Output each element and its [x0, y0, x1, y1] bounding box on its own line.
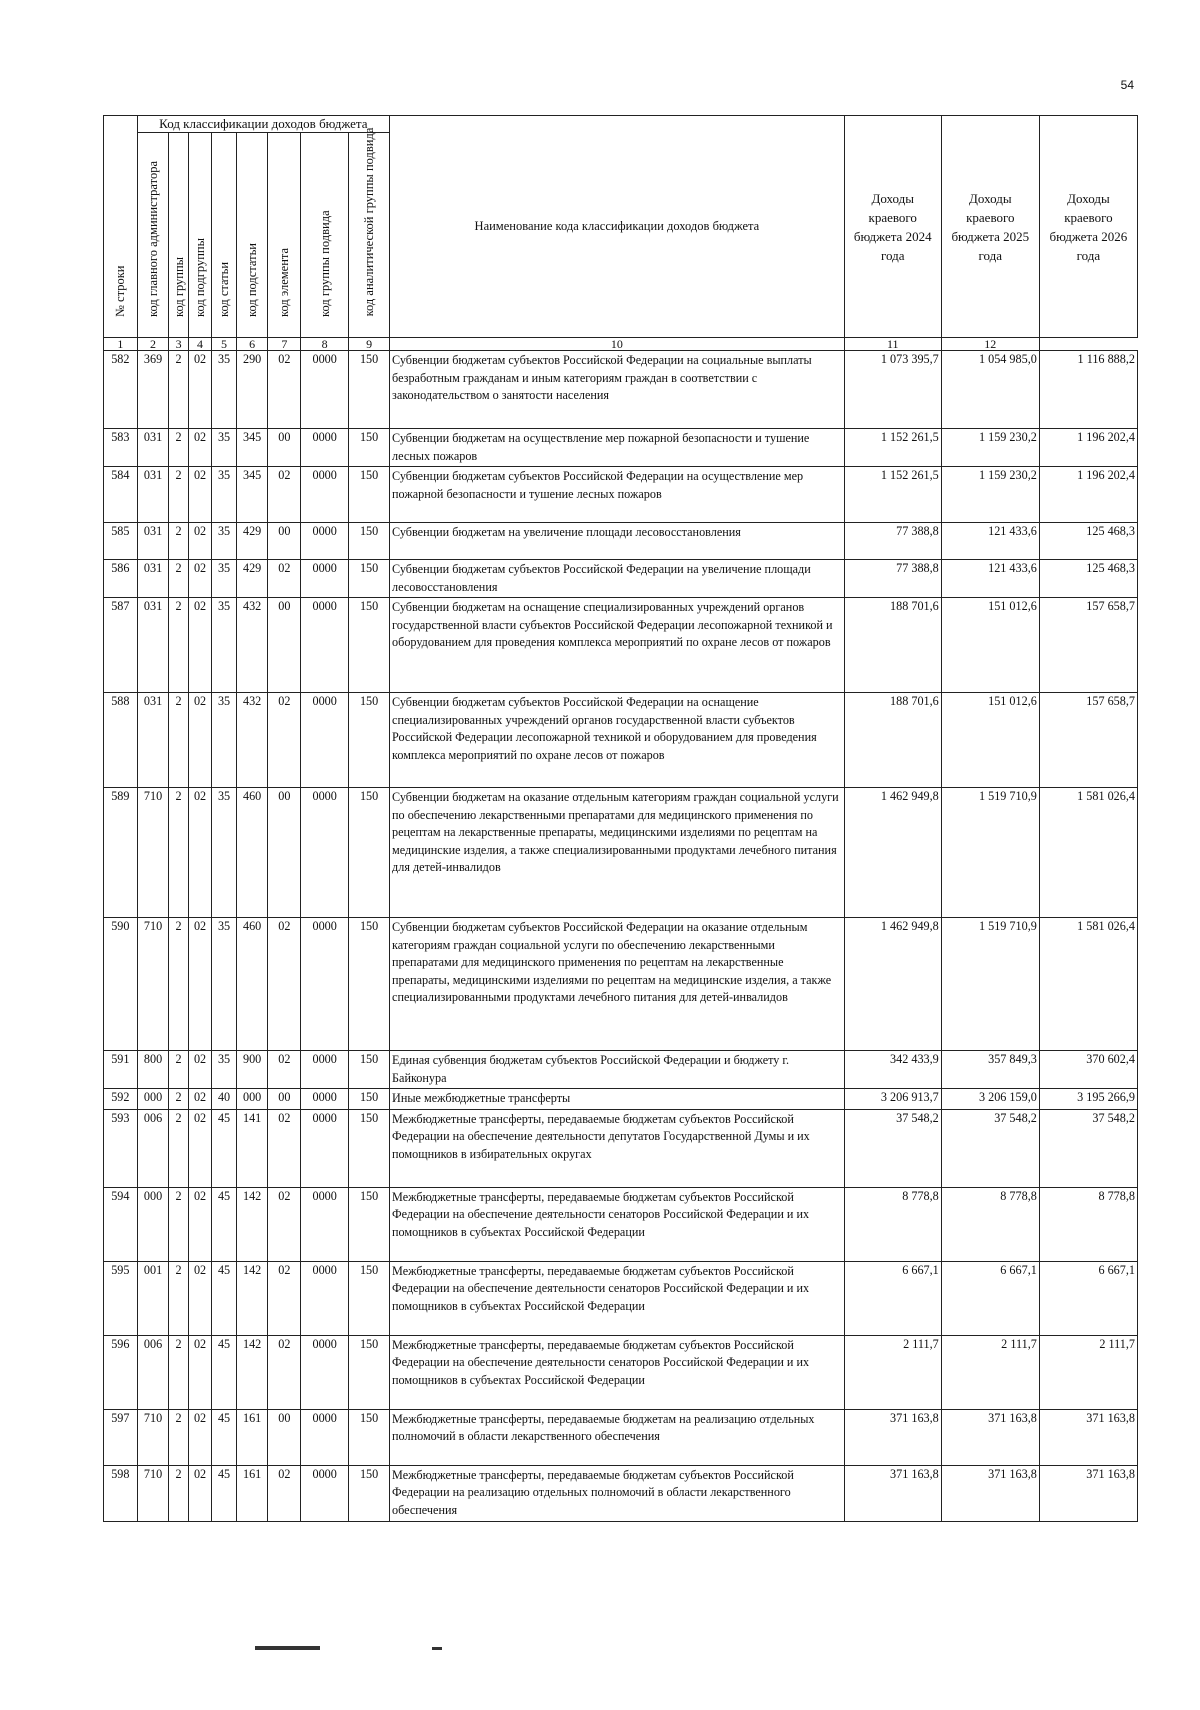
income-2025: 1 054 985,0: [941, 351, 1039, 429]
code-element: 02: [268, 1051, 301, 1089]
header-row-number: № строки: [104, 116, 138, 338]
code-analytic-group: 150: [349, 693, 390, 788]
code-subtype-group: 0000: [301, 1409, 349, 1465]
code-subarticle: 432: [236, 693, 268, 788]
column-number: 8: [301, 338, 349, 351]
row-number: 583: [104, 429, 138, 467]
income-name: Субвенции бюджетам на осуществление мер пожарной безопасности и тушение лесных пожаров: [390, 429, 845, 467]
column-number: 5: [212, 338, 237, 351]
code-analytic-group: 150: [349, 560, 390, 598]
code-administrator: 000: [137, 1187, 169, 1261]
income-name: Межбюджетные трансферты, передаваемые бюджетам субъектов Российской Федерации на реализацию отдельных полномочий в области лекарственного обеспечения: [390, 1465, 845, 1521]
column-number: 1: [104, 338, 138, 351]
scan-mark: [432, 1647, 442, 1650]
code-analytic-group: 150: [349, 1335, 390, 1409]
income-name: Субвенции бюджетам субъектов Российской Федерации на социальные выплаты безработным гражданам и иным категориям граждан в соответствии с законодательством о занятости населения: [390, 351, 845, 429]
income-2024: 3 206 913,7: [844, 1089, 941, 1110]
code-administrator: 006: [137, 1335, 169, 1409]
code-article: 35: [212, 788, 237, 918]
code-administrator: 031: [137, 429, 169, 467]
code-subarticle: 000: [236, 1089, 268, 1110]
income-2024: 77 388,8: [844, 523, 941, 560]
income-2026: 1 581 026,4: [1039, 918, 1137, 1051]
income-name: Межбюджетные трансферты, передаваемые бюджетам субъектов Российской Федерации на обеспечение деятельности сенаторов Российской Федерации и их помощников в субъектах Российской Федерации: [390, 1187, 845, 1261]
code-group: 2: [169, 560, 188, 598]
code-subgroup: 02: [188, 351, 212, 429]
income-2024: 371 163,8: [844, 1465, 941, 1521]
header-code-group: код группы: [169, 133, 188, 338]
income-2025: 2 111,7: [941, 1335, 1039, 1409]
code-subarticle: 141: [236, 1109, 268, 1187]
row-number: 589: [104, 788, 138, 918]
code-administrator: 710: [137, 1465, 169, 1521]
code-element: 00: [268, 1089, 301, 1110]
header-code-administrator: код главного администратора: [137, 133, 169, 338]
code-element: 02: [268, 693, 301, 788]
column-number: 7: [268, 338, 301, 351]
income-name: Межбюджетные трансферты, передаваемые бюджетам субъектов Российской Федерации на обеспечение деятельности сенаторов Российской Федерации и их помощников в субъектах Российской Федерации: [390, 1335, 845, 1409]
income-2026: 371 163,8: [1039, 1465, 1137, 1521]
income-2026: 1 581 026,4: [1039, 788, 1137, 918]
code-subgroup: 02: [188, 523, 212, 560]
code-subarticle: 345: [236, 429, 268, 467]
table-row: [104, 523, 1138, 560]
income-name: Субвенции бюджетам субъектов Российской Федерации на осуществление мер пожарной безопасности и тушение лесных пожаров: [390, 467, 845, 523]
income-name: Субвенции бюджетам субъектов Российской Федерации на увеличение площади лесовосстановления: [390, 560, 845, 598]
table-row: [104, 598, 1138, 693]
column-number: 11: [844, 338, 941, 351]
income-2025: 121 433,6: [941, 523, 1039, 560]
code-subtype-group: 0000: [301, 1261, 349, 1335]
income-name: Единая субвенция бюджетам субъектов Российской Федерации и бюджету г. Байконура: [390, 1051, 845, 1089]
code-element: 00: [268, 788, 301, 918]
code-administrator: 800: [137, 1051, 169, 1089]
code-subtype-group: 0000: [301, 1465, 349, 1521]
row-number: 590: [104, 918, 138, 1051]
row-number: 584: [104, 467, 138, 523]
code-article: 35: [212, 1051, 237, 1089]
code-subarticle: 900: [236, 1051, 268, 1089]
scan-mark: [255, 1646, 320, 1650]
code-article: 35: [212, 523, 237, 560]
code-article: 45: [212, 1187, 237, 1261]
code-element: 02: [268, 560, 301, 598]
budget-income-table: [103, 115, 1138, 1522]
code-element: 02: [268, 1109, 301, 1187]
code-subarticle: 161: [236, 1409, 268, 1465]
code-article: 40: [212, 1089, 237, 1110]
code-subgroup: 02: [188, 560, 212, 598]
table-row: [104, 1051, 1138, 1089]
income-2025: 1 159 230,2: [941, 467, 1039, 523]
code-subtype-group: 0000: [301, 918, 349, 1051]
code-group: 2: [169, 1109, 188, 1187]
code-administrator: 710: [137, 1409, 169, 1465]
table-row: [104, 1187, 1138, 1261]
column-number: 10: [390, 338, 845, 351]
column-number: 3: [169, 338, 188, 351]
row-number: 585: [104, 523, 138, 560]
code-analytic-group: 150: [349, 1261, 390, 1335]
row-number: 592: [104, 1089, 138, 1110]
income-2024: 1 462 949,8: [844, 918, 941, 1051]
income-2025: 121 433,6: [941, 560, 1039, 598]
income-2025: 1 519 710,9: [941, 788, 1039, 918]
code-subgroup: 02: [188, 467, 212, 523]
income-2025: 151 012,6: [941, 693, 1039, 788]
code-administrator: 006: [137, 1109, 169, 1187]
row-number: 595: [104, 1261, 138, 1335]
header-name: Наименование кода классификации доходов бюджета: [390, 116, 845, 338]
income-2026: 2 111,7: [1039, 1335, 1137, 1409]
income-2024: 77 388,8: [844, 560, 941, 598]
code-group: 2: [169, 1335, 188, 1409]
code-article: 35: [212, 598, 237, 693]
code-group: 2: [169, 693, 188, 788]
table-row: [104, 693, 1138, 788]
column-number: 2: [137, 338, 169, 351]
row-number: 596: [104, 1335, 138, 1409]
code-article: 45: [212, 1109, 237, 1187]
code-subtype-group: 0000: [301, 1089, 349, 1110]
income-2024: 1 152 261,5: [844, 429, 941, 467]
code-group: 2: [169, 598, 188, 693]
income-name: Межбюджетные трансферты, передаваемые бюджетам субъектов Российской Федерации на обеспечение деятельности сенаторов Российской Федерации и их помощников в субъектах Российской Федерации: [390, 1261, 845, 1335]
code-analytic-group: 150: [349, 1187, 390, 1261]
income-2026: 125 468,3: [1039, 523, 1137, 560]
income-2026: 370 602,4: [1039, 1051, 1137, 1089]
code-administrator: 000: [137, 1089, 169, 1110]
code-analytic-group: 150: [349, 788, 390, 918]
code-group: 2: [169, 1261, 188, 1335]
code-subgroup: 02: [188, 1187, 212, 1261]
table-row: [104, 918, 1138, 1051]
code-subgroup: 02: [188, 1089, 212, 1110]
code-element: 02: [268, 1335, 301, 1409]
code-group: 2: [169, 788, 188, 918]
table-body: [104, 351, 1138, 1522]
table-row: [104, 429, 1138, 467]
code-subgroup: 02: [188, 1409, 212, 1465]
code-subgroup: 02: [188, 788, 212, 918]
table-row: [104, 1109, 1138, 1187]
header-income-2024: Доходы краевого бюджета 2024 года: [844, 116, 941, 338]
income-2024: 188 701,6: [844, 598, 941, 693]
table-row: [104, 1261, 1138, 1335]
header-classification-group: Код классификации доходов бюджета: [137, 116, 389, 133]
income-2024: 8 778,8: [844, 1187, 941, 1261]
income-name: Субвенции бюджетам субъектов Российской Федерации на оказание отдельным категориям граждан социальной услуги по обеспечению лекарственными препаратами для медицинского применения по рецептам на лекарственные препараты, медицинскими изделиями по рецептам на медицинские изделия, а также специализированными продуктами лечебного питания для детей-инвалидов: [390, 918, 845, 1051]
code-subgroup: 02: [188, 1261, 212, 1335]
code-subtype-group: 0000: [301, 1335, 349, 1409]
code-article: 35: [212, 693, 237, 788]
header-income-2025: Доходы краевого бюджета 2025 года: [941, 116, 1039, 338]
code-element: 02: [268, 1187, 301, 1261]
income-2024: 188 701,6: [844, 693, 941, 788]
code-group: 2: [169, 1465, 188, 1521]
table-row: [104, 1335, 1138, 1409]
code-subtype-group: 0000: [301, 1051, 349, 1089]
code-subgroup: 02: [188, 1051, 212, 1089]
code-subtype-group: 0000: [301, 429, 349, 467]
code-subarticle: 142: [236, 1261, 268, 1335]
code-administrator: 031: [137, 467, 169, 523]
code-element: 02: [268, 467, 301, 523]
code-subgroup: 02: [188, 598, 212, 693]
code-article: 45: [212, 1261, 237, 1335]
code-subtype-group: 0000: [301, 560, 349, 598]
income-2024: 1 152 261,5: [844, 467, 941, 523]
column-number: 12: [941, 338, 1039, 351]
income-2025: 357 849,3: [941, 1051, 1039, 1089]
income-2025: 151 012,6: [941, 598, 1039, 693]
income-name: Межбюджетные трансферты, передаваемые бюджетам на реализацию отдельных полномочий в области лекарственного обеспечения: [390, 1409, 845, 1465]
code-subtype-group: 0000: [301, 598, 349, 693]
code-article: 45: [212, 1465, 237, 1521]
table-row: [104, 467, 1138, 523]
header-code-analytic-group: код аналитической группы подвида: [349, 133, 390, 338]
code-subarticle: 161: [236, 1465, 268, 1521]
row-number: 588: [104, 693, 138, 788]
table-row: [104, 788, 1138, 918]
row-number: 582: [104, 351, 138, 429]
code-analytic-group: 150: [349, 429, 390, 467]
code-subtype-group: 0000: [301, 1187, 349, 1261]
table-row: [104, 1465, 1138, 1521]
income-2025: 6 667,1: [941, 1261, 1039, 1335]
income-name: Иные межбюджетные трансферты: [390, 1089, 845, 1110]
code-group: 2: [169, 1187, 188, 1261]
code-subtype-group: 0000: [301, 467, 349, 523]
income-2026: 157 658,7: [1039, 693, 1137, 788]
header-code-subtype-group: код группы подвида: [301, 133, 349, 338]
code-analytic-group: 150: [349, 1409, 390, 1465]
income-name: Субвенции бюджетам на увеличение площади лесовосстановления: [390, 523, 845, 560]
code-subarticle: 345: [236, 467, 268, 523]
table-row: [104, 560, 1138, 598]
income-2024: 1 462 949,8: [844, 788, 941, 918]
table-row: [104, 1409, 1138, 1465]
column-number: 6: [236, 338, 268, 351]
income-2024: 2 111,7: [844, 1335, 941, 1409]
code-article: 35: [212, 918, 237, 1051]
income-2026: 3 195 266,9: [1039, 1089, 1137, 1110]
row-number: 586: [104, 560, 138, 598]
code-article: 35: [212, 429, 237, 467]
header-code-subgroup: код подгруппы: [188, 133, 212, 338]
code-subtype-group: 0000: [301, 1109, 349, 1187]
table-row: [104, 351, 1138, 429]
header-code-article: код статьи: [212, 133, 237, 338]
page-number: 54: [1120, 78, 1134, 92]
code-subgroup: 02: [188, 1335, 212, 1409]
code-analytic-group: 150: [349, 1051, 390, 1089]
income-2025: 1 519 710,9: [941, 918, 1039, 1051]
code-analytic-group: 150: [349, 1465, 390, 1521]
code-group: 2: [169, 1409, 188, 1465]
income-2025: 8 778,8: [941, 1187, 1039, 1261]
code-administrator: 031: [137, 523, 169, 560]
code-administrator: 031: [137, 693, 169, 788]
income-2026: 157 658,7: [1039, 598, 1137, 693]
code-administrator: 369: [137, 351, 169, 429]
income-name: Субвенции бюджетам на оснащение специализированных учреждений органов государственной власти субъектов Российской Федерации лесопожарной техникой и оборудованием для проведения комплекса мероприятий по охране лесов от пожаров: [390, 598, 845, 693]
code-group: 2: [169, 1089, 188, 1110]
code-analytic-group: 150: [349, 1109, 390, 1187]
code-subarticle: 429: [236, 560, 268, 598]
income-2024: 1 073 395,7: [844, 351, 941, 429]
code-subarticle: 290: [236, 351, 268, 429]
row-number: 598: [104, 1465, 138, 1521]
income-2026: 1 196 202,4: [1039, 429, 1137, 467]
code-article: 35: [212, 560, 237, 598]
code-subarticle: 429: [236, 523, 268, 560]
income-name: Субвенции бюджетам на оказание отдельным категориям граждан социальной услуги по обеспечению лекарственными препаратами для медицинского применения по рецептам на лекарственные препараты, медицинскими изделиями по рецептам на медицинские изделия, а также специализированными продуктами лечебного питания для детей-инвалидов: [390, 788, 845, 918]
income-2025: 371 163,8: [941, 1465, 1039, 1521]
income-name: Межбюджетные трансферты, передаваемые бюджетам субъектов Российской Федерации на обеспечение деятельности депутатов Государственной Думы и их помощников в избирательных округах: [390, 1109, 845, 1187]
code-subgroup: 02: [188, 1465, 212, 1521]
table-row: [104, 1089, 1138, 1110]
header-code-element: код элемента: [268, 133, 301, 338]
code-element: 02: [268, 1465, 301, 1521]
column-number-row: [104, 338, 1138, 351]
code-administrator: 031: [137, 598, 169, 693]
income-2026: 8 778,8: [1039, 1187, 1137, 1261]
code-analytic-group: 150: [349, 467, 390, 523]
row-number: 594: [104, 1187, 138, 1261]
code-subtype-group: 0000: [301, 693, 349, 788]
code-analytic-group: 150: [349, 918, 390, 1051]
code-element: 00: [268, 429, 301, 467]
code-analytic-group: 150: [349, 598, 390, 693]
income-name: Субвенции бюджетам субъектов Российской Федерации на оснащение специализированных учреждений органов государственной власти субъектов Российской Федерации лесопожарной техникой и оборудованием для проведения комплекса мероприятий по охране лесов от пожаров: [390, 693, 845, 788]
income-2024: 342 433,9: [844, 1051, 941, 1089]
row-number: 597: [104, 1409, 138, 1465]
code-subgroup: 02: [188, 1109, 212, 1187]
income-2024: 37 548,2: [844, 1109, 941, 1187]
code-analytic-group: 150: [349, 523, 390, 560]
income-2025: 1 159 230,2: [941, 429, 1039, 467]
income-2026: 37 548,2: [1039, 1109, 1137, 1187]
column-number: 4: [188, 338, 212, 351]
income-2025: 37 548,2: [941, 1109, 1039, 1187]
column-number: 9: [349, 338, 390, 351]
code-element: 02: [268, 918, 301, 1051]
code-article: 35: [212, 467, 237, 523]
code-subgroup: 02: [188, 918, 212, 1051]
row-number: 591: [104, 1051, 138, 1089]
code-subarticle: 142: [236, 1187, 268, 1261]
code-subarticle: 460: [236, 918, 268, 1051]
code-element: 00: [268, 1409, 301, 1465]
code-group: 2: [169, 351, 188, 429]
code-administrator: 031: [137, 560, 169, 598]
code-analytic-group: 150: [349, 351, 390, 429]
code-administrator: 001: [137, 1261, 169, 1335]
code-group: 2: [169, 429, 188, 467]
code-group: 2: [169, 1051, 188, 1089]
income-2026: 1 116 888,2: [1039, 351, 1137, 429]
code-group: 2: [169, 467, 188, 523]
code-subarticle: 432: [236, 598, 268, 693]
code-analytic-group: 150: [349, 1089, 390, 1110]
code-element: 02: [268, 351, 301, 429]
income-2024: 6 667,1: [844, 1261, 941, 1335]
income-2025: 371 163,8: [941, 1409, 1039, 1465]
income-2026: 6 667,1: [1039, 1261, 1137, 1335]
code-article: 45: [212, 1335, 237, 1409]
code-group: 2: [169, 523, 188, 560]
code-group: 2: [169, 918, 188, 1051]
code-subarticle: 142: [236, 1335, 268, 1409]
code-subarticle: 460: [236, 788, 268, 918]
header-income-2026: Доходы краевого бюджета 2026 года: [1039, 116, 1137, 338]
row-number: 587: [104, 598, 138, 693]
code-element: 00: [268, 598, 301, 693]
income-2026: 125 468,3: [1039, 560, 1137, 598]
row-number: 593: [104, 1109, 138, 1187]
income-2026: 1 196 202,4: [1039, 467, 1137, 523]
income-2025: 3 206 159,0: [941, 1089, 1039, 1110]
code-article: 35: [212, 351, 237, 429]
income-2024: 371 163,8: [844, 1409, 941, 1465]
code-administrator: 710: [137, 918, 169, 1051]
code-subtype-group: 0000: [301, 788, 349, 918]
code-administrator: 710: [137, 788, 169, 918]
code-subtype-group: 0000: [301, 351, 349, 429]
income-2026: 371 163,8: [1039, 1409, 1137, 1465]
code-subgroup: 02: [188, 429, 212, 467]
header-code-subarticle: код подстатьи: [236, 133, 268, 338]
code-element: 00: [268, 523, 301, 560]
code-element: 02: [268, 1261, 301, 1335]
code-subgroup: 02: [188, 693, 212, 788]
code-article: 45: [212, 1409, 237, 1465]
code-subtype-group: 0000: [301, 523, 349, 560]
